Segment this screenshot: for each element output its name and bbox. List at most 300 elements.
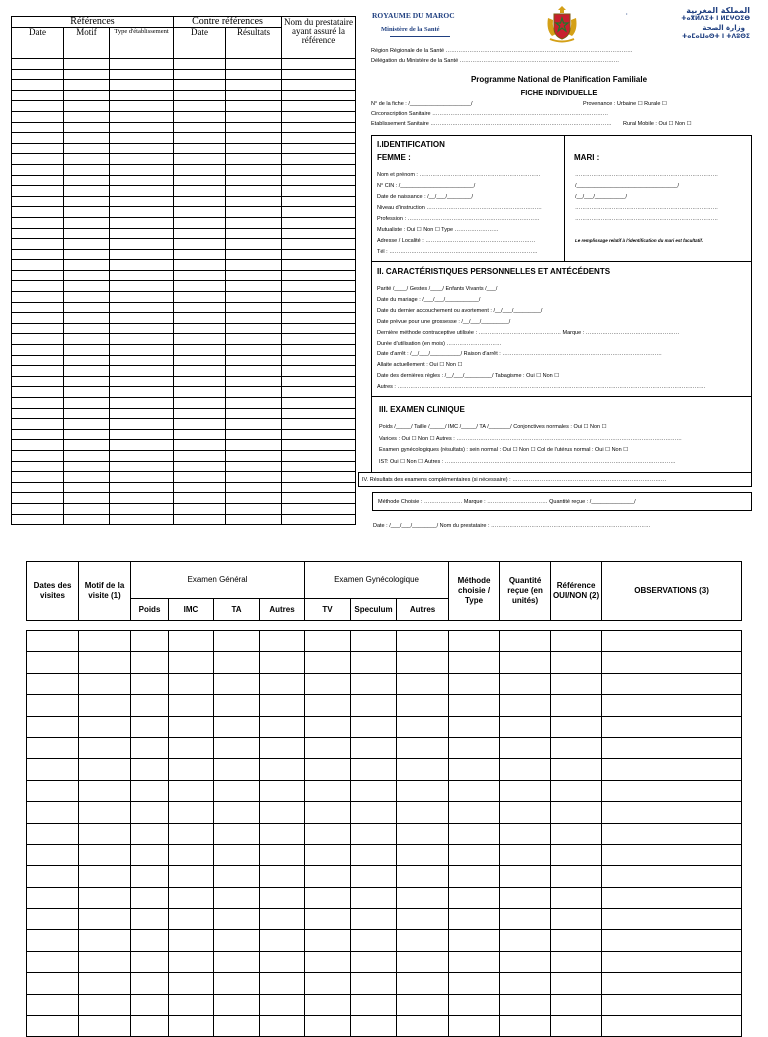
visit-cell[interactable] — [397, 866, 449, 887]
visit-cell[interactable] — [351, 631, 397, 652]
visit-cell[interactable] — [602, 759, 742, 780]
reference-cell[interactable] — [12, 355, 64, 366]
visit-cell[interactable] — [260, 802, 305, 823]
visit-cell[interactable] — [551, 631, 602, 652]
reference-cell[interactable] — [12, 493, 64, 504]
visit-cell[interactable] — [260, 994, 305, 1015]
visit-cell[interactable] — [397, 631, 449, 652]
visit-cell[interactable] — [131, 759, 169, 780]
reference-cell[interactable] — [226, 217, 282, 228]
reference-cell[interactable] — [174, 196, 226, 207]
visit-cell[interactable] — [27, 759, 79, 780]
visit-cell[interactable] — [305, 1016, 351, 1037]
reference-cell[interactable] — [282, 313, 356, 324]
reference-cell[interactable] — [282, 419, 356, 430]
visit-cell[interactable] — [27, 780, 79, 801]
reference-cell[interactable] — [174, 482, 226, 493]
visit-cell[interactable] — [500, 951, 551, 972]
visit-cell[interactable] — [131, 695, 169, 716]
reference-cell[interactable] — [110, 101, 174, 112]
visit-cell[interactable] — [551, 951, 602, 972]
reference-cell[interactable] — [12, 164, 64, 175]
visit-cell[interactable] — [397, 652, 449, 673]
visit-cell[interactable] — [260, 716, 305, 737]
reference-cell[interactable] — [110, 376, 174, 387]
visit-cell[interactable] — [351, 737, 397, 758]
visit-cell[interactable] — [260, 887, 305, 908]
visit-cell[interactable] — [79, 844, 131, 865]
reference-cell[interactable] — [226, 143, 282, 154]
visit-cell[interactable] — [305, 823, 351, 844]
reference-cell[interactable] — [174, 366, 226, 377]
reference-cell[interactable] — [64, 270, 110, 281]
visit-cell[interactable] — [305, 866, 351, 887]
reference-cell[interactable] — [110, 472, 174, 483]
visit-cell[interactable] — [79, 1016, 131, 1037]
visit-cell[interactable] — [214, 866, 260, 887]
reference-cell[interactable] — [282, 482, 356, 493]
reference-cell[interactable] — [12, 440, 64, 451]
reference-cell[interactable] — [12, 345, 64, 356]
reference-cell[interactable] — [226, 334, 282, 345]
visit-cell[interactable] — [602, 716, 742, 737]
visit-cell[interactable] — [397, 737, 449, 758]
visit-cell[interactable] — [27, 909, 79, 930]
reference-cell[interactable] — [110, 440, 174, 451]
reference-cell[interactable] — [282, 450, 356, 461]
visit-cell[interactable] — [449, 631, 500, 652]
reference-cell[interactable] — [282, 249, 356, 260]
reference-cell[interactable] — [174, 207, 226, 218]
reference-cell[interactable] — [226, 133, 282, 144]
visit-cell[interactable] — [214, 716, 260, 737]
visit-cell[interactable] — [449, 759, 500, 780]
visit-cell[interactable] — [500, 802, 551, 823]
visit-cell[interactable] — [214, 652, 260, 673]
visit-cell[interactable] — [551, 737, 602, 758]
visit-cell[interactable] — [602, 737, 742, 758]
visit-cell[interactable] — [449, 866, 500, 887]
reference-cell[interactable] — [110, 228, 174, 239]
visit-cell[interactable] — [551, 695, 602, 716]
reference-cell[interactable] — [12, 175, 64, 186]
visit-cell[interactable] — [27, 887, 79, 908]
reference-cell[interactable] — [226, 440, 282, 451]
visit-cell[interactable] — [214, 802, 260, 823]
reference-cell[interactable] — [282, 90, 356, 101]
reference-cell[interactable] — [226, 59, 282, 70]
visit-cell[interactable] — [602, 673, 742, 694]
visit-cell[interactable] — [79, 673, 131, 694]
reference-cell[interactable] — [110, 90, 174, 101]
reference-cell[interactable] — [110, 292, 174, 303]
visit-cell[interactable] — [551, 716, 602, 737]
reference-cell[interactable] — [226, 175, 282, 186]
visit-cell[interactable] — [500, 780, 551, 801]
reference-cell[interactable] — [110, 133, 174, 144]
reference-cell[interactable] — [174, 217, 226, 228]
reference-cell[interactable] — [174, 419, 226, 430]
reference-cell[interactable] — [12, 281, 64, 292]
reference-cell[interactable] — [12, 503, 64, 514]
visit-cell[interactable] — [449, 909, 500, 930]
reference-cell[interactable] — [64, 122, 110, 133]
reference-cell[interactable] — [64, 355, 110, 366]
reference-cell[interactable] — [282, 429, 356, 440]
reference-cell[interactable] — [64, 493, 110, 504]
visit-cell[interactable] — [169, 759, 214, 780]
visit-cell[interactable] — [602, 909, 742, 930]
reference-cell[interactable] — [12, 398, 64, 409]
reference-cell[interactable] — [12, 408, 64, 419]
visit-cell[interactable] — [79, 866, 131, 887]
reference-cell[interactable] — [282, 387, 356, 398]
reference-cell[interactable] — [110, 493, 174, 504]
reference-cell[interactable] — [12, 133, 64, 144]
visit-cell[interactable] — [27, 1016, 79, 1037]
reference-cell[interactable] — [64, 302, 110, 313]
reference-cell[interactable] — [174, 281, 226, 292]
reference-cell[interactable] — [226, 419, 282, 430]
reference-cell[interactable] — [64, 111, 110, 122]
reference-cell[interactable] — [64, 186, 110, 197]
visit-cell[interactable] — [500, 930, 551, 951]
reference-cell[interactable] — [12, 366, 64, 377]
visit-cell[interactable] — [214, 951, 260, 972]
reference-cell[interactable] — [282, 260, 356, 271]
reference-cell[interactable] — [174, 239, 226, 250]
visit-cell[interactable] — [602, 973, 742, 994]
reference-cell[interactable] — [64, 164, 110, 175]
visit-cell[interactable] — [169, 930, 214, 951]
visit-cell[interactable] — [79, 759, 131, 780]
reference-cell[interactable] — [282, 292, 356, 303]
visit-cell[interactable] — [260, 909, 305, 930]
visit-cell[interactable] — [169, 844, 214, 865]
visit-cell[interactable] — [351, 930, 397, 951]
reference-cell[interactable] — [12, 239, 64, 250]
reference-cell[interactable] — [282, 398, 356, 409]
reference-cell[interactable] — [226, 376, 282, 387]
visit-cell[interactable] — [169, 866, 214, 887]
reference-cell[interactable] — [174, 69, 226, 80]
reference-cell[interactable] — [64, 59, 110, 70]
reference-cell[interactable] — [110, 122, 174, 133]
reference-cell[interactable] — [282, 164, 356, 175]
reference-cell[interactable] — [12, 101, 64, 112]
reference-cell[interactable] — [282, 111, 356, 122]
reference-cell[interactable] — [226, 90, 282, 101]
reference-cell[interactable] — [282, 334, 356, 345]
reference-cell[interactable] — [226, 503, 282, 514]
visit-cell[interactable] — [305, 652, 351, 673]
visit-cell[interactable] — [169, 802, 214, 823]
reference-cell[interactable] — [174, 355, 226, 366]
visit-cell[interactable] — [397, 759, 449, 780]
reference-cell[interactable] — [174, 143, 226, 154]
visit-cell[interactable] — [602, 802, 742, 823]
visit-cell[interactable] — [305, 973, 351, 994]
reference-cell[interactable] — [110, 249, 174, 260]
visit-cell[interactable] — [260, 631, 305, 652]
visit-cell[interactable] — [449, 844, 500, 865]
visit-cell[interactable] — [397, 930, 449, 951]
visit-cell[interactable] — [214, 759, 260, 780]
visit-cell[interactable] — [169, 887, 214, 908]
reference-cell[interactable] — [226, 366, 282, 377]
reference-cell[interactable] — [110, 408, 174, 419]
visit-cell[interactable] — [602, 951, 742, 972]
reference-cell[interactable] — [64, 440, 110, 451]
visit-cell[interactable] — [79, 695, 131, 716]
visit-cell[interactable] — [351, 1016, 397, 1037]
visit-cell[interactable] — [305, 695, 351, 716]
visit-cell[interactable] — [602, 652, 742, 673]
visit-cell[interactable] — [500, 652, 551, 673]
reference-cell[interactable] — [64, 323, 110, 334]
visit-cell[interactable] — [305, 951, 351, 972]
reference-cell[interactable] — [64, 175, 110, 186]
reference-cell[interactable] — [64, 366, 110, 377]
reference-cell[interactable] — [174, 133, 226, 144]
visit-cell[interactable] — [260, 780, 305, 801]
visit-cell[interactable] — [449, 973, 500, 994]
reference-cell[interactable] — [282, 281, 356, 292]
visit-cell[interactable] — [131, 1016, 169, 1037]
reference-cell[interactable] — [282, 133, 356, 144]
visit-cell[interactable] — [131, 673, 169, 694]
reference-cell[interactable] — [64, 398, 110, 409]
reference-cell[interactable] — [174, 408, 226, 419]
reference-cell[interactable] — [64, 90, 110, 101]
reference-cell[interactable] — [282, 186, 356, 197]
visit-cell[interactable] — [169, 673, 214, 694]
visit-cell[interactable] — [449, 951, 500, 972]
visit-cell[interactable] — [351, 652, 397, 673]
visit-cell[interactable] — [131, 823, 169, 844]
visit-cell[interactable] — [500, 716, 551, 737]
reference-cell[interactable] — [12, 482, 64, 493]
reference-cell[interactable] — [12, 514, 64, 525]
visit-cell[interactable] — [351, 673, 397, 694]
visit-cell[interactable] — [305, 780, 351, 801]
reference-cell[interactable] — [226, 461, 282, 472]
reference-cell[interactable] — [110, 323, 174, 334]
reference-cell[interactable] — [12, 143, 64, 154]
visit-cell[interactable] — [260, 1016, 305, 1037]
reference-cell[interactable] — [226, 429, 282, 440]
visit-cell[interactable] — [131, 737, 169, 758]
reference-cell[interactable] — [174, 450, 226, 461]
reference-cell[interactable] — [64, 239, 110, 250]
reference-cell[interactable] — [110, 164, 174, 175]
reference-cell[interactable] — [12, 419, 64, 430]
reference-cell[interactable] — [12, 472, 64, 483]
visit-cell[interactable] — [602, 631, 742, 652]
visit-cell[interactable] — [214, 909, 260, 930]
visit-cell[interactable] — [27, 866, 79, 887]
visit-cell[interactable] — [351, 780, 397, 801]
visit-cell[interactable] — [79, 994, 131, 1015]
reference-cell[interactable] — [226, 196, 282, 207]
reference-cell[interactable] — [110, 429, 174, 440]
reference-cell[interactable] — [282, 196, 356, 207]
visit-cell[interactable] — [500, 631, 551, 652]
visit-cell[interactable] — [500, 866, 551, 887]
reference-cell[interactable] — [64, 429, 110, 440]
reference-cell[interactable] — [12, 69, 64, 80]
visit-cell[interactable] — [449, 716, 500, 737]
reference-cell[interactable] — [64, 133, 110, 144]
visit-cell[interactable] — [169, 695, 214, 716]
reference-cell[interactable] — [226, 313, 282, 324]
reference-cell[interactable] — [110, 143, 174, 154]
reference-cell[interactable] — [226, 281, 282, 292]
visit-cell[interactable] — [449, 887, 500, 908]
visit-cell[interactable] — [214, 887, 260, 908]
visit-cell[interactable] — [131, 930, 169, 951]
visit-cell[interactable] — [602, 695, 742, 716]
visit-cell[interactable] — [305, 844, 351, 865]
reference-cell[interactable] — [226, 292, 282, 303]
reference-cell[interactable] — [226, 69, 282, 80]
visit-cell[interactable] — [602, 930, 742, 951]
visit-cell[interactable] — [551, 759, 602, 780]
reference-cell[interactable] — [12, 228, 64, 239]
reference-cell[interactable] — [12, 186, 64, 197]
visit-cell[interactable] — [551, 673, 602, 694]
visit-cell[interactable] — [131, 909, 169, 930]
visit-cell[interactable] — [214, 823, 260, 844]
reference-cell[interactable] — [64, 207, 110, 218]
reference-cell[interactable] — [174, 154, 226, 165]
visit-cell[interactable] — [397, 951, 449, 972]
reference-cell[interactable] — [110, 450, 174, 461]
visit-cell[interactable] — [551, 930, 602, 951]
visit-cell[interactable] — [214, 844, 260, 865]
reference-cell[interactable] — [174, 472, 226, 483]
reference-cell[interactable] — [64, 514, 110, 525]
reference-cell[interactable] — [174, 90, 226, 101]
visit-cell[interactable] — [214, 737, 260, 758]
reference-cell[interactable] — [226, 345, 282, 356]
reference-cell[interactable] — [110, 345, 174, 356]
visit-cell[interactable] — [500, 737, 551, 758]
reference-cell[interactable] — [282, 154, 356, 165]
reference-cell[interactable] — [12, 450, 64, 461]
visit-cell[interactable] — [602, 887, 742, 908]
reference-cell[interactable] — [282, 440, 356, 451]
visit-cell[interactable] — [169, 631, 214, 652]
reference-cell[interactable] — [174, 493, 226, 504]
visit-cell[interactable] — [305, 737, 351, 758]
reference-cell[interactable] — [12, 90, 64, 101]
reference-cell[interactable] — [64, 101, 110, 112]
visit-cell[interactable] — [27, 973, 79, 994]
reference-cell[interactable] — [174, 175, 226, 186]
reference-cell[interactable] — [64, 292, 110, 303]
visit-cell[interactable] — [27, 951, 79, 972]
reference-cell[interactable] — [282, 493, 356, 504]
reference-cell[interactable] — [64, 408, 110, 419]
visit-cell[interactable] — [551, 802, 602, 823]
visit-cell[interactable] — [169, 716, 214, 737]
visit-cell[interactable] — [169, 823, 214, 844]
reference-cell[interactable] — [110, 419, 174, 430]
reference-cell[interactable] — [226, 111, 282, 122]
visit-cell[interactable] — [260, 930, 305, 951]
visit-cell[interactable] — [500, 759, 551, 780]
visit-cell[interactable] — [79, 951, 131, 972]
visit-cell[interactable] — [79, 780, 131, 801]
reference-cell[interactable] — [174, 323, 226, 334]
reference-cell[interactable] — [110, 461, 174, 472]
visit-cell[interactable] — [260, 673, 305, 694]
reference-cell[interactable] — [282, 270, 356, 281]
visit-cell[interactable] — [351, 909, 397, 930]
reference-cell[interactable] — [282, 217, 356, 228]
visit-cell[interactable] — [305, 887, 351, 908]
reference-cell[interactable] — [12, 376, 64, 387]
reference-cell[interactable] — [282, 323, 356, 334]
visit-cell[interactable] — [214, 973, 260, 994]
reference-cell[interactable] — [12, 334, 64, 345]
reference-cell[interactable] — [12, 313, 64, 324]
visit-cell[interactable] — [397, 780, 449, 801]
visit-cell[interactable] — [27, 930, 79, 951]
reference-cell[interactable] — [64, 260, 110, 271]
reference-cell[interactable] — [110, 281, 174, 292]
reference-cell[interactable] — [226, 482, 282, 493]
visit-cell[interactable] — [79, 930, 131, 951]
reference-cell[interactable] — [282, 472, 356, 483]
visit-cell[interactable] — [551, 909, 602, 930]
reference-cell[interactable] — [12, 122, 64, 133]
reference-cell[interactable] — [226, 323, 282, 334]
visit-cell[interactable] — [260, 951, 305, 972]
reference-cell[interactable] — [12, 461, 64, 472]
reference-cell[interactable] — [226, 80, 282, 91]
reference-cell[interactable] — [110, 186, 174, 197]
visit-cell[interactable] — [397, 823, 449, 844]
reference-cell[interactable] — [64, 387, 110, 398]
visit-cell[interactable] — [602, 994, 742, 1015]
visit-cell[interactable] — [351, 695, 397, 716]
reference-cell[interactable] — [226, 249, 282, 260]
visit-cell[interactable] — [131, 780, 169, 801]
reference-cell[interactable] — [110, 80, 174, 91]
reference-cell[interactable] — [282, 514, 356, 525]
reference-cell[interactable] — [226, 270, 282, 281]
reference-cell[interactable] — [110, 154, 174, 165]
visit-cell[interactable] — [214, 695, 260, 716]
reference-cell[interactable] — [174, 440, 226, 451]
visit-cell[interactable] — [260, 844, 305, 865]
reference-cell[interactable] — [226, 260, 282, 271]
visit-cell[interactable] — [500, 909, 551, 930]
reference-cell[interactable] — [110, 111, 174, 122]
visit-cell[interactable] — [27, 844, 79, 865]
visit-cell[interactable] — [260, 737, 305, 758]
visit-cell[interactable] — [169, 973, 214, 994]
visit-cell[interactable] — [397, 973, 449, 994]
visit-cell[interactable] — [79, 716, 131, 737]
visit-cell[interactable] — [551, 844, 602, 865]
visit-cell[interactable] — [500, 673, 551, 694]
reference-cell[interactable] — [282, 355, 356, 366]
reference-cell[interactable] — [110, 355, 174, 366]
reference-cell[interactable] — [174, 260, 226, 271]
